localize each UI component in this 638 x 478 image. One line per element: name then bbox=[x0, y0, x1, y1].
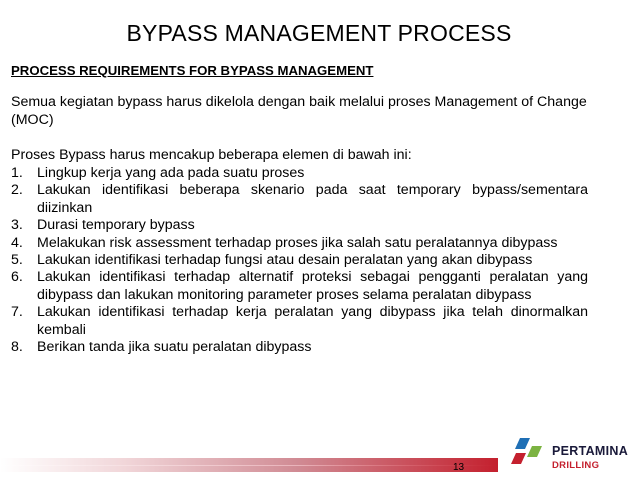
list-item-number: 4. bbox=[11, 234, 23, 251]
list-item-number: 6. bbox=[11, 269, 23, 286]
logo-blue-bar bbox=[515, 438, 530, 449]
list-item bbox=[11, 235, 588, 252]
list-item-number: 1. bbox=[11, 165, 23, 181]
process-steps-list bbox=[11, 165, 588, 356]
slide-title: BYPASS MANAGEMENT PROCESS bbox=[126, 20, 512, 46]
list-item-text: Berikan tanda jika suatu peralatan dibypass bbox=[37, 339, 312, 356]
list-item-number: 5. bbox=[11, 252, 23, 269]
list-item-text: Lakukan identifikasi terhadap kerja peralatan yang dibypass jika telah dinormalkan kembali bbox=[37, 304, 588, 338]
intro-paragraph: Semua kegiatan bypass harus dikelola dengan baik melalui proses Management of Change (MOC) bbox=[11, 94, 587, 128]
list-item-number: 3. bbox=[11, 217, 23, 234]
footer-divider bbox=[0, 465, 498, 466]
list-item bbox=[11, 182, 588, 217]
list-item-text: Lakukan identifikasi terhadap alternatif proteksi sebagai pengganti peralatan yang dibypass dan lakukan monitoring parameter proses selama peralatan dibypass bbox=[37, 269, 588, 303]
list-item-number: 7. bbox=[11, 304, 23, 321]
pertamina-logo-icon bbox=[506, 437, 546, 471]
list-item-number: 2. bbox=[11, 182, 23, 199]
list-item bbox=[11, 304, 588, 339]
list-item bbox=[11, 217, 588, 234]
list-item-text: Durasi temporary bypass bbox=[37, 217, 195, 234]
footer-gradient-bar bbox=[0, 458, 498, 472]
list-item-number: 8. bbox=[11, 339, 23, 356]
page-number: 13 bbox=[453, 462, 465, 473]
list-item-text: Lakukan identifikasi beberapa skenario pada saat temporary bypass/sementara diizinkan bbox=[37, 182, 588, 216]
logo-green-bar bbox=[527, 446, 542, 457]
list-item-text: Lingkup kerja yang ada pada suatu proses bbox=[37, 165, 305, 181]
logo-red-bar bbox=[511, 453, 526, 464]
list-item-text: Lakukan identifikasi terhadap fungsi atau desain peralatan yang akan dibypass bbox=[37, 252, 533, 269]
logo-wordmark: PERTAMINA bbox=[552, 444, 629, 458]
list-item-text: Melakukan risk assessment terhadap proses jika salah satu peralatannya dibypass bbox=[37, 234, 558, 251]
list-item bbox=[11, 339, 588, 356]
list-item bbox=[11, 269, 588, 304]
list-item bbox=[11, 252, 588, 269]
section-heading: PROCESS REQUIREMENTS FOR BYPASS MANAGEMENT bbox=[11, 63, 374, 78]
list-lead-text: Proses Bypass harus mencakup beberapa elemen di bawah ini: bbox=[11, 147, 412, 163]
list-item bbox=[11, 165, 588, 182]
logo-division: DRILLING bbox=[552, 460, 600, 471]
